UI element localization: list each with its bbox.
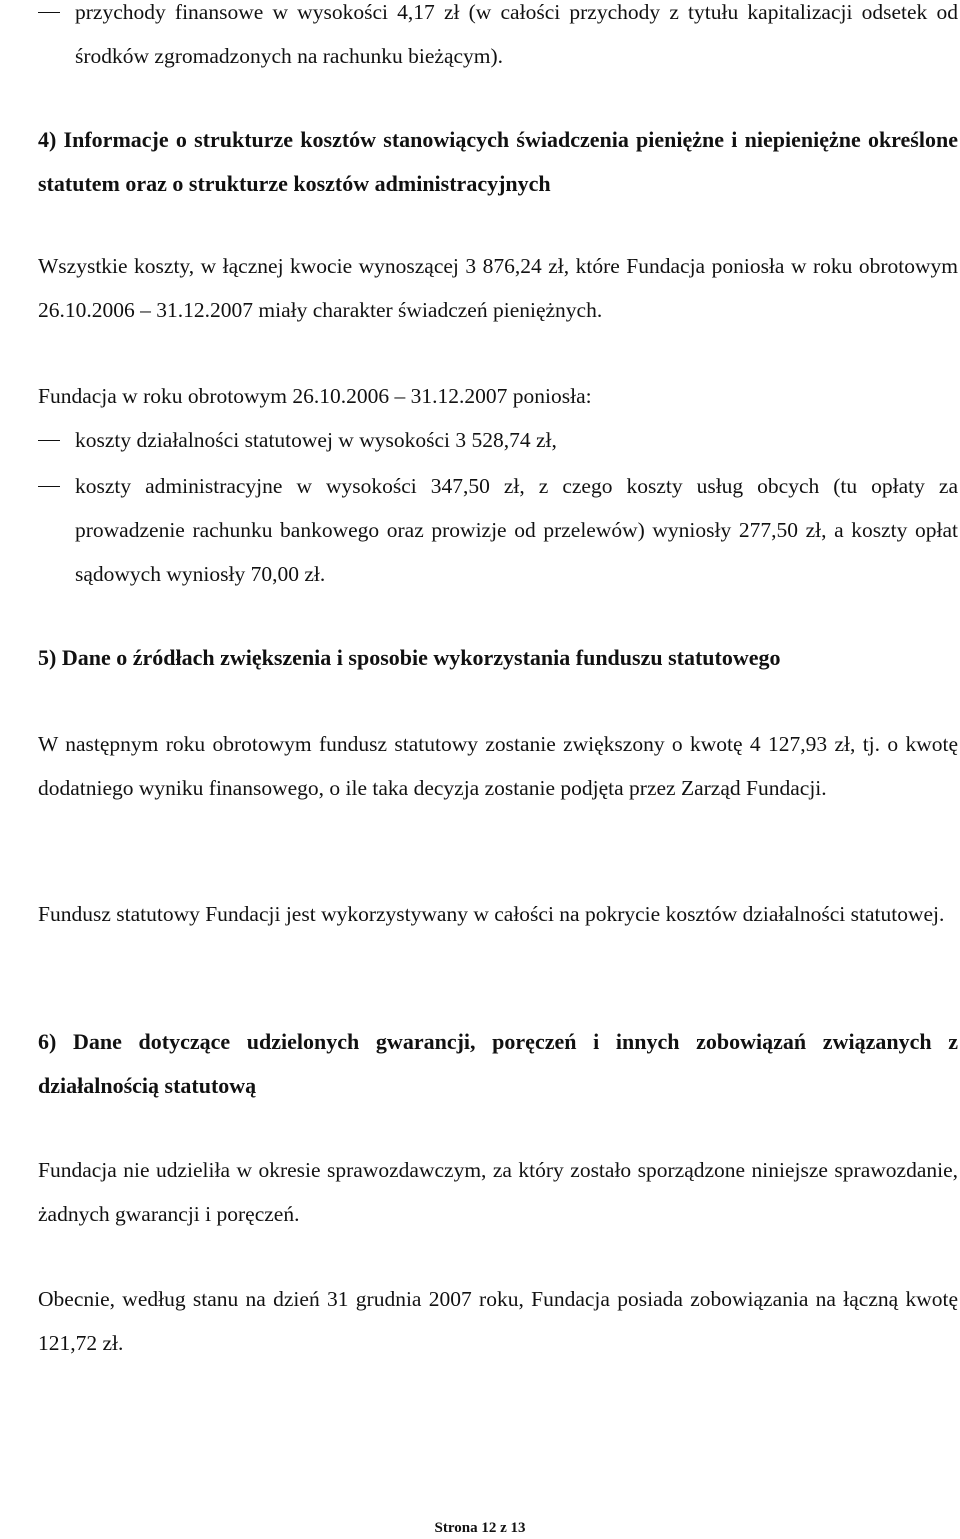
section-4-heading: 4) Informacje o strukturze kosztów stanowiących świadczenia pieniężne i niepieniężne określone statutem oraz o strukturze kosztów administracyjnych bbox=[38, 127, 958, 196]
section-4-paragraph-2: Fundacja w roku obrotowym 26.10.2006 – 31.12.2007 poniosła: bbox=[38, 384, 592, 408]
list-item-text: koszty administracyjne w wysokości 347,50 zł, z czego koszty usług obcych (tu opłaty za prowadzenie rachunku bankowego oraz prowizje od przelewów) wyniosły 277,50 zł, a koszty opłat sądowych wyniosły 70,00 zł. bbox=[75, 474, 958, 586]
section-6-paragraph-1: Fundacja nie udzieliła w okresie sprawozdawczym, za który zostało sporządzone niniejsze sprawozdanie, żadnych gwarancji i poręczeń. bbox=[38, 1158, 958, 1226]
section-5-paragraph-2: Fundusz statutowy Fundacji jest wykorzystywany w całości na pokrycie kosztów działalności statutowej. bbox=[38, 902, 945, 926]
section-5-heading: 5) Dane o źródłach zwiększenia i sposobie wykorzystania funduszu statutowego bbox=[38, 645, 781, 670]
dash-bullet bbox=[38, 440, 60, 441]
dash-bullet bbox=[38, 12, 60, 13]
section-4-paragraph-1: Wszystkie koszty, w łącznej kwocie wynoszącej 3 876,24 zł, które Fundacja poniosła w roku obrotowym 26.10.2006 – 31.12.2007 miały charakter świadczeń pieniężnych. bbox=[38, 254, 958, 322]
list-item-text: przychody finansowe w wysokości 4,17 zł (w całości przychody z tytułu kapitalizacji odsetek od środków zgromadzonych na rachunku bieżącym). bbox=[75, 0, 958, 68]
list-item bbox=[38, 0, 958, 78]
list-item-text: koszty działalności statutowej w wysokości 3 528,74 zł, bbox=[75, 428, 557, 452]
list-item bbox=[38, 418, 958, 462]
list-item bbox=[38, 464, 958, 596]
page-number: Strona 12 z 13 bbox=[434, 1520, 526, 1536]
section-5-paragraph-1: W następnym roku obrotowym fundusz statutowy zostanie zwiększony o kwotę 4 127,93 zł, tj. o kwotę dodatniego wyniku finansowego, o ile taka decyzja zostanie podjęta przez Zarząd Fundacji. bbox=[38, 732, 958, 800]
dash-bullet bbox=[38, 486, 60, 487]
section-6-paragraph-2: Obecnie, według stanu na dzień 31 grudnia 2007 roku, Fundacja posiada zobowiązania na łączną kwotę 121,72 zł. bbox=[38, 1287, 958, 1355]
section-6-heading: 6) Dane dotyczące udzielonych gwarancji, poręczeń i innych zobowiązań związanych z działalnością statutową bbox=[38, 1029, 958, 1098]
